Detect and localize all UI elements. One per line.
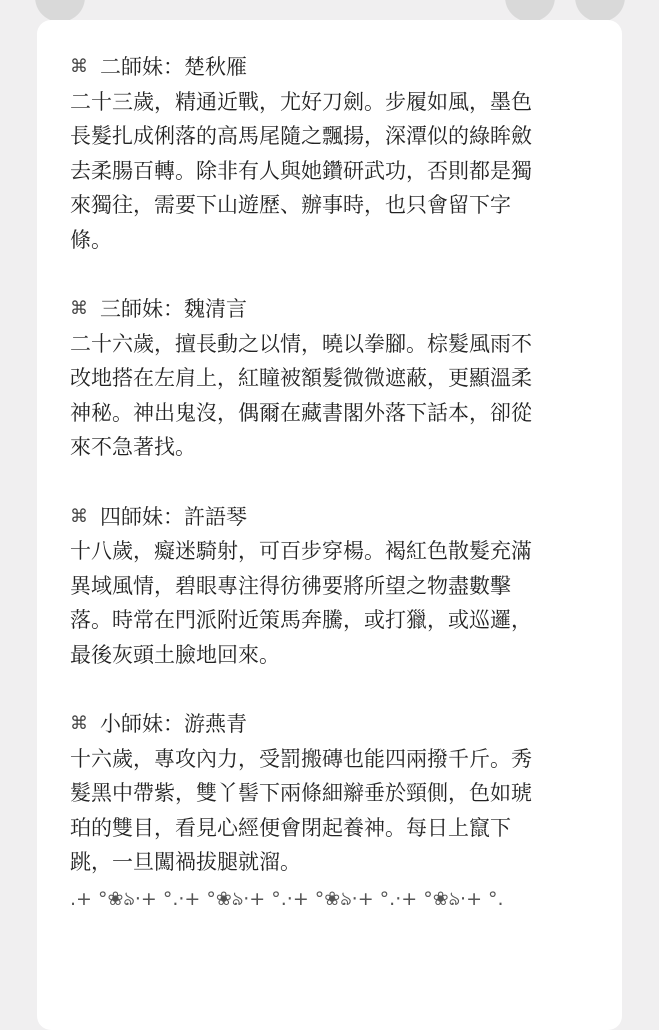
section-heading <box>70 50 590 85</box>
paragraph-line: 髮黑中帶紫，雙丫髻下兩條細辮垂於頸側，色如琥 <box>70 781 532 805</box>
section-paragraph <box>70 327 590 465</box>
more-button[interactable] <box>575 0 625 22</box>
decorative-divider: .+ °❀ঌ·+ °.·+ °❀ঌ·+ °.·+ °❀ঌ·+ °.·+ °❀ঌ·+ °. <box>70 887 504 910</box>
section-fourth-sister <box>70 500 590 673</box>
back-button[interactable] <box>35 0 85 22</box>
paragraph-line: 落。時常在門派附近策馬奔騰，或打獵，或巡邏， <box>70 608 532 632</box>
paragraph-line: 珀的雙目，看見心經便會閉起養神。每日上竄下 <box>70 815 511 840</box>
section-title: 四師妹：許語琴 <box>100 504 247 529</box>
paragraph-line: 神秘。神出鬼沒，偶爾在藏書閣外落下話本，卻從 <box>70 400 532 425</box>
knot-icon: ⌘ <box>70 713 88 734</box>
paragraph-line: 去柔腸百轉。除非有人與她鑽研武功，否則都是獨 <box>70 158 532 183</box>
article-body <box>70 50 590 916</box>
knot-icon: ⌘ <box>70 56 88 77</box>
paragraph-line: 來不急著找。 <box>70 435 196 459</box>
knot-icon: ⌘ <box>70 298 88 319</box>
section-heading <box>70 500 590 535</box>
paragraph-line: 十八歲，癡迷騎射，可百步穿楊。褐紅色散髮充滿 <box>70 539 532 563</box>
section-third-sister <box>70 292 590 465</box>
paragraph-line: 改地搭在左肩上，紅瞳被額髮微微遮蔽，更顯溫柔 <box>70 366 532 390</box>
paragraph-line: 十六歲，專攻內力，受罰搬磚也能四兩撥千斤。秀 <box>70 746 532 771</box>
section-paragraph <box>70 742 590 880</box>
section-youngest-sister <box>70 707 590 880</box>
paragraph-line: 二十六歲，擅長動之以情，曉以拳腳。棕髮風雨不 <box>70 331 532 356</box>
paragraph-line: 長髮扎成俐落的高馬尾隨之飄揚，深潭似的綠眸斂 <box>70 124 532 148</box>
section-paragraph <box>70 85 590 258</box>
paragraph-line: 來獨往，需要下山遊歷、辦事時，也只會留下字 <box>70 193 511 217</box>
section-title: 小師妹：游燕青 <box>100 712 247 736</box>
share-button[interactable] <box>505 0 555 22</box>
section-heading <box>70 707 590 742</box>
paragraph-line: 異域風情，碧眼專注得彷彿要將所望之物盡數擊 <box>70 573 511 598</box>
paragraph-line: 條。 <box>70 227 112 252</box>
paragraph-line: 二十三歲，精通近戰，尤好刀劍。步履如風，墨色 <box>70 89 532 114</box>
section-second-sister <box>70 50 590 257</box>
section-title: 二師妹：楚秋雁 <box>100 55 247 79</box>
section-heading <box>70 292 590 327</box>
section-title: 三師妹：魏清言 <box>100 297 247 321</box>
paragraph-line: 最後灰頭土臉地回來。 <box>70 642 280 667</box>
section-paragraph <box>70 534 590 672</box>
paragraph-line: 跳，一旦闖禍拔腿就溜。 <box>70 850 301 874</box>
knot-icon: ⌘ <box>70 505 88 527</box>
